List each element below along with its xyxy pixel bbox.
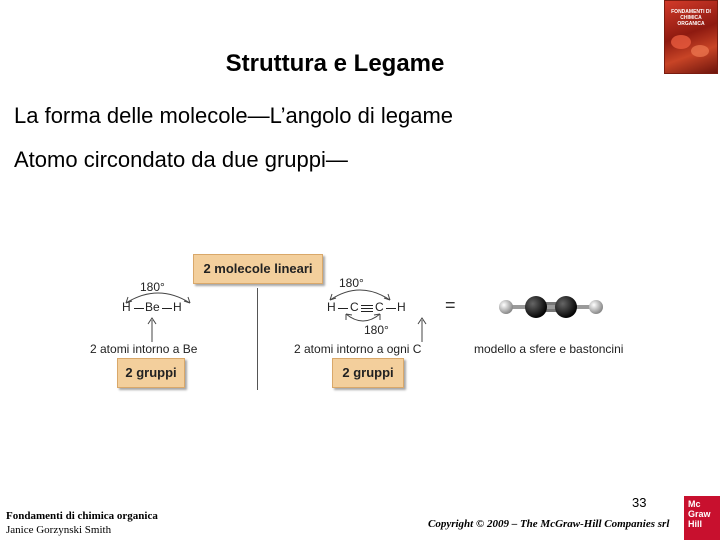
c-c-right: C <box>375 300 384 314</box>
bond-line <box>134 308 144 309</box>
c-caption: 2 atomi intorno a ogni C <box>294 342 422 356</box>
model-caption: modello a sfere e bastoncini <box>474 342 624 356</box>
ball-and-stick-model <box>492 292 610 322</box>
bullet-line-2: Atomo circondato da due gruppi— <box>14 147 348 172</box>
be-up-arrow <box>146 316 158 342</box>
cover-decoration <box>691 45 709 57</box>
footer-book-title: Fondamenti di chimica organica <box>6 510 158 522</box>
bullet-line-1: La forma delle molecole—L’angolo di legame <box>14 103 454 128</box>
mcgraw-hill-logo <box>684 496 720 540</box>
c-h-left: H <box>327 300 336 314</box>
c-groups-label: 2 gruppi <box>332 358 404 388</box>
c-c-left: C <box>350 300 359 314</box>
book-cover-title: FONDAMENTI DI CHIMICA ORGANICA <box>671 9 711 27</box>
c-angle-top-arrow <box>322 282 398 302</box>
cover-decoration <box>671 35 691 49</box>
c-angle-top-label: 180° <box>339 276 364 290</box>
triple-bond-line <box>361 308 373 309</box>
be-angle-label: 180° <box>140 280 165 294</box>
be-atom: Be <box>145 300 160 314</box>
page-number: 33 <box>632 495 647 510</box>
equals-sign: = <box>445 295 456 315</box>
be-groups-label: 2 gruppi <box>117 358 185 388</box>
bond-line <box>162 308 172 309</box>
triple-bond-line <box>361 305 373 306</box>
footer-copyright: Copyright © 2009 – The McGraw-Hill Companies srl <box>428 518 670 530</box>
divider-line <box>257 288 258 390</box>
bond-line <box>338 308 348 309</box>
book-cover-image <box>664 0 718 74</box>
be-h-right: H <box>173 300 182 314</box>
footer-author: Janice Gorzynski Smith <box>6 524 112 536</box>
bond-line <box>386 308 396 309</box>
c-h-right: H <box>397 300 406 314</box>
c-up-arrow <box>416 316 428 342</box>
slide-title: Struttura e Legame <box>225 50 445 77</box>
be-caption: 2 atomi intorno a Be <box>90 342 198 356</box>
be-h-left: H <box>122 300 131 314</box>
label-linear-molecules: 2 molecole lineari <box>193 254 323 284</box>
logo-text: Mc Graw Hill <box>688 499 711 529</box>
c-angle-bottom-label: 180° <box>364 323 389 337</box>
